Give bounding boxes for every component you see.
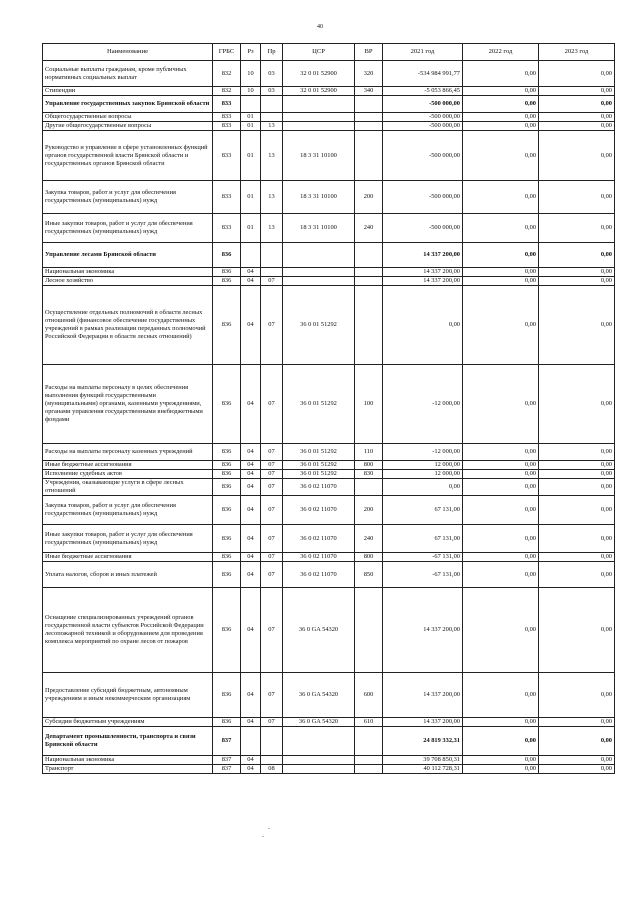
table-row (43, 286, 615, 365)
cell-grbs: 837 (213, 727, 241, 756)
cell-2022: 0,00 (463, 525, 539, 553)
cell-csr (283, 277, 355, 286)
cell-pr: 07 (261, 479, 283, 496)
cell-csr: 36 0 02 11070 (283, 479, 355, 496)
cell-2021: 39 708 850,31 (383, 756, 463, 765)
table-row (43, 765, 615, 774)
cell-name: Расходы на выплаты персоналу казенных учреждений (43, 444, 213, 461)
cell-2021: 67 131,00 (383, 525, 463, 553)
cell-grbs: 836 (213, 496, 241, 525)
cell-2022: 0,00 (463, 756, 539, 765)
header-rz: Рз (241, 44, 261, 61)
cell-name: Национальная экономика (43, 268, 213, 277)
cell-grbs: 836 (213, 268, 241, 277)
cell-vr: 200 (355, 496, 383, 525)
cell-grbs: 836 (213, 470, 241, 479)
cell-grbs: 836 (213, 525, 241, 553)
table-row (43, 122, 615, 131)
cell-rz: 10 (241, 87, 261, 96)
cell-vr: 800 (355, 461, 383, 470)
cell-rz: 04 (241, 673, 261, 718)
table-row (43, 588, 615, 673)
cell-vr (355, 113, 383, 122)
cell-2023: 0,00 (539, 673, 615, 718)
cell-2021: 14 337 200,00 (383, 718, 463, 727)
table-body (43, 61, 615, 774)
cell-vr (355, 286, 383, 365)
cell-pr (261, 96, 283, 113)
cell-rz: 04 (241, 365, 261, 444)
cell-name: Иные закупки товаров, работ и услуг для обеспечения государственных (муниципальных) нужд (43, 214, 213, 243)
cell-name: Оснащение специализированных учреждений органов государственной власти субъектов Российской Федерации лесопожарной техникой и оборудованием для проведения комплекса мероприятий по охране лесов от пожаров (43, 588, 213, 673)
cell-vr (355, 243, 383, 268)
cell-vr: 610 (355, 718, 383, 727)
cell-pr: 07 (261, 496, 283, 525)
cell-vr (355, 277, 383, 286)
cell-2022: 0,00 (463, 444, 539, 461)
cell-2023: 0,00 (539, 496, 615, 525)
cell-rz: 04 (241, 496, 261, 525)
cell-2023: 0,00 (539, 277, 615, 286)
table-row (43, 61, 615, 87)
cell-rz: 04 (241, 286, 261, 365)
table-row (43, 727, 615, 756)
cell-name: Учреждения, оказывающие услуги в сфере лесных отношений (43, 479, 213, 496)
cell-2022: 0,00 (463, 122, 539, 131)
cell-vr (355, 96, 383, 113)
cell-vr: 200 (355, 181, 383, 214)
cell-2022: 0,00 (463, 268, 539, 277)
cell-rz: 04 (241, 470, 261, 479)
header-name: Наименование (43, 44, 213, 61)
cell-grbs: 836 (213, 286, 241, 365)
cell-2021: -67 131,00 (383, 553, 463, 562)
cell-csr: 36 0 02 11070 (283, 562, 355, 588)
page-number: 40 (317, 24, 323, 30)
cell-name: Руководство и управление в сфере установленных функций органов государственной власти Брянской области и государственных органов Брянской области (43, 131, 213, 181)
cell-2023: 0,00 (539, 113, 615, 122)
cell-2022: 0,00 (463, 286, 539, 365)
cell-name: Транспорт (43, 765, 213, 774)
cell-rz: 04 (241, 553, 261, 562)
cell-name: Расходы на выплаты персоналу в целях обеспечения выполнения функций государственными (муниципальными) органами, казенными учреждениями, органами управления государственными внебюджетными фондами (43, 365, 213, 444)
cell-grbs: 836 (213, 243, 241, 268)
cell-2023: 0,00 (539, 461, 615, 470)
cell-vr: 340 (355, 87, 383, 96)
cell-rz (241, 727, 261, 756)
cell-pr: 13 (261, 122, 283, 131)
cell-2021: -12 000,00 (383, 444, 463, 461)
cell-pr: 13 (261, 214, 283, 243)
cell-2022: 0,00 (463, 87, 539, 96)
cell-name: Департамент промышленности, транспорта и связи Брянской области (43, 727, 213, 756)
cell-2021: -500 000,00 (383, 113, 463, 122)
cell-2021: 12 000,00 (383, 461, 463, 470)
cell-name: Управление лесами Брянской области (43, 243, 213, 268)
cell-2021: -500 000,00 (383, 181, 463, 214)
cell-pr (261, 756, 283, 765)
table-row (43, 181, 615, 214)
cell-csr: 18 3 31 10100 (283, 181, 355, 214)
cell-pr: 07 (261, 444, 283, 461)
cell-2022: 0,00 (463, 496, 539, 525)
cell-rz: 01 (241, 122, 261, 131)
cell-name: Иные бюджетные ассигнования (43, 461, 213, 470)
cell-2021: 0,00 (383, 286, 463, 365)
cell-name: Стипендии (43, 87, 213, 96)
cell-rz (241, 243, 261, 268)
cell-pr: 07 (261, 718, 283, 727)
table-row (43, 131, 615, 181)
cell-2021: -500 000,00 (383, 122, 463, 131)
scan-speck (262, 836, 264, 837)
cell-pr: 03 (261, 87, 283, 96)
header-csr: ЦСР (283, 44, 355, 61)
cell-csr: 36 0 01 51292 (283, 286, 355, 365)
table-row (43, 470, 615, 479)
header-2023: 2023 год (539, 44, 615, 61)
cell-rz (241, 96, 261, 113)
cell-2022: 0,00 (463, 673, 539, 718)
cell-rz: 01 (241, 214, 261, 243)
table-row (43, 718, 615, 727)
cell-2023: 0,00 (539, 727, 615, 756)
cell-csr: 18 3 31 10100 (283, 214, 355, 243)
cell-vr (355, 765, 383, 774)
cell-2021: 14 337 200,00 (383, 588, 463, 673)
cell-2023: 0,00 (539, 122, 615, 131)
cell-name: Управление государственных закупок Брянской области (43, 96, 213, 113)
cell-grbs: 836 (213, 673, 241, 718)
cell-2021: 40 112 728,31 (383, 765, 463, 774)
table-row (43, 673, 615, 718)
cell-vr: 320 (355, 61, 383, 87)
cell-csr (283, 765, 355, 774)
cell-rz: 04 (241, 461, 261, 470)
cell-rz: 04 (241, 525, 261, 553)
cell-2023: 0,00 (539, 286, 615, 365)
cell-2022: 0,00 (463, 243, 539, 268)
cell-vr: 830 (355, 470, 383, 479)
cell-2021: 14 337 200,00 (383, 673, 463, 718)
table-row (43, 756, 615, 765)
cell-rz: 04 (241, 444, 261, 461)
cell-vr: 600 (355, 673, 383, 718)
cell-2023: 0,00 (539, 131, 615, 181)
cell-pr: 13 (261, 181, 283, 214)
cell-pr: 07 (261, 525, 283, 553)
header-2021: 2021 год (383, 44, 463, 61)
cell-csr (283, 113, 355, 122)
cell-csr: 36 0 01 51292 (283, 365, 355, 444)
cell-vr (355, 131, 383, 181)
cell-csr: 36 0 01 51292 (283, 444, 355, 461)
cell-csr: 36 0 02 11070 (283, 525, 355, 553)
cell-2021: -500 000,00 (383, 131, 463, 181)
cell-vr: 850 (355, 562, 383, 588)
header-vr: ВР (355, 44, 383, 61)
cell-2021: 67 131,00 (383, 496, 463, 525)
cell-csr (283, 243, 355, 268)
cell-rz: 01 (241, 181, 261, 214)
cell-2021: 14 337 200,00 (383, 243, 463, 268)
cell-2022: 0,00 (463, 277, 539, 286)
cell-pr: 07 (261, 470, 283, 479)
cell-rz: 01 (241, 113, 261, 122)
cell-2023: 0,00 (539, 765, 615, 774)
cell-pr: 07 (261, 562, 283, 588)
cell-csr: 36 0 02 11070 (283, 553, 355, 562)
cell-csr: 36 0 GA 54320 (283, 718, 355, 727)
cell-grbs: 836 (213, 553, 241, 562)
cell-pr: 07 (261, 553, 283, 562)
cell-grbs: 833 (213, 131, 241, 181)
cell-pr: 07 (261, 461, 283, 470)
cell-csr: 36 0 GA 54320 (283, 588, 355, 673)
cell-rz: 04 (241, 765, 261, 774)
cell-rz: 04 (241, 718, 261, 727)
cell-name: Национальная экономика (43, 756, 213, 765)
cell-csr (283, 96, 355, 113)
cell-grbs: 836 (213, 365, 241, 444)
cell-2023: 0,00 (539, 562, 615, 588)
cell-name: Предоставление субсидий бюджетным, автономным учреждениям и иным некоммерческим организациям (43, 673, 213, 718)
cell-grbs: 833 (213, 122, 241, 131)
cell-name: Иные закупки товаров, работ и услуг для обеспечения государственных (муниципальных) нужд (43, 525, 213, 553)
cell-name: Лесное хозяйство (43, 277, 213, 286)
cell-pr: 13 (261, 131, 283, 181)
table-row (43, 461, 615, 470)
cell-csr: 32 0 01 52900 (283, 87, 355, 96)
cell-2023: 0,00 (539, 243, 615, 268)
cell-rz: 04 (241, 756, 261, 765)
cell-2022: 0,00 (463, 562, 539, 588)
table-header-row (43, 44, 615, 61)
cell-2022: 0,00 (463, 553, 539, 562)
cell-pr: 07 (261, 365, 283, 444)
table-row (43, 365, 615, 444)
cell-2023: 0,00 (539, 181, 615, 214)
cell-grbs: 837 (213, 756, 241, 765)
cell-2023: 0,00 (539, 718, 615, 727)
cell-2023: 0,00 (539, 525, 615, 553)
table-row (43, 214, 615, 243)
cell-pr: 03 (261, 61, 283, 87)
cell-2022: 0,00 (463, 461, 539, 470)
cell-2021: 24 819 332,31 (383, 727, 463, 756)
cell-grbs: 836 (213, 479, 241, 496)
table-row (43, 277, 615, 286)
cell-vr: 110 (355, 444, 383, 461)
cell-2021: 0,00 (383, 479, 463, 496)
cell-2022: 0,00 (463, 96, 539, 113)
cell-grbs: 836 (213, 718, 241, 727)
cell-grbs: 833 (213, 181, 241, 214)
cell-2021: -534 984 991,77 (383, 61, 463, 87)
cell-2021: 14 337 200,00 (383, 277, 463, 286)
cell-2022: 0,00 (463, 113, 539, 122)
cell-pr: 07 (261, 286, 283, 365)
cell-2022: 0,00 (463, 479, 539, 496)
cell-2023: 0,00 (539, 365, 615, 444)
cell-csr (283, 727, 355, 756)
cell-pr (261, 113, 283, 122)
cell-2021: -12 000,00 (383, 365, 463, 444)
cell-2023: 0,00 (539, 214, 615, 243)
cell-2022: 0,00 (463, 588, 539, 673)
cell-2022: 0,00 (463, 181, 539, 214)
cell-2022: 0,00 (463, 470, 539, 479)
cell-2023: 0,00 (539, 61, 615, 87)
cell-grbs: 836 (213, 277, 241, 286)
cell-name: Субсидии бюджетным учреждениям (43, 718, 213, 727)
cell-2022: 0,00 (463, 365, 539, 444)
cell-rz: 04 (241, 268, 261, 277)
cell-2021: 14 337 200,00 (383, 268, 463, 277)
cell-2021: -500 000,00 (383, 96, 463, 113)
cell-2022: 0,00 (463, 727, 539, 756)
cell-pr: 08 (261, 765, 283, 774)
cell-grbs: 837 (213, 765, 241, 774)
cell-vr: 240 (355, 525, 383, 553)
cell-vr (355, 479, 383, 496)
cell-2023: 0,00 (539, 444, 615, 461)
header-2022: 2022 год (463, 44, 539, 61)
cell-pr: 07 (261, 673, 283, 718)
cell-csr: 32 0 01 52900 (283, 61, 355, 87)
cell-vr (355, 588, 383, 673)
scan-speck (268, 828, 270, 829)
cell-2023: 0,00 (539, 553, 615, 562)
cell-grbs: 833 (213, 214, 241, 243)
cell-vr: 800 (355, 553, 383, 562)
cell-vr: 100 (355, 365, 383, 444)
cell-2023: 0,00 (539, 756, 615, 765)
table-row (43, 96, 615, 113)
cell-grbs: 836 (213, 562, 241, 588)
cell-name: Исполнение судебных актов (43, 470, 213, 479)
cell-2021: 12 000,00 (383, 470, 463, 479)
cell-2023: 0,00 (539, 268, 615, 277)
cell-vr (355, 268, 383, 277)
cell-csr: 36 0 01 51292 (283, 470, 355, 479)
cell-name: Социальные выплаты гражданам, кроме публичных нормативных социальных выплат (43, 61, 213, 87)
table-row (43, 525, 615, 553)
cell-name: Другие общегосударственные вопросы (43, 122, 213, 131)
table-row (43, 243, 615, 268)
cell-2023: 0,00 (539, 470, 615, 479)
cell-rz: 04 (241, 588, 261, 673)
cell-vr (355, 727, 383, 756)
header-pr: Пр (261, 44, 283, 61)
cell-2021: -67 131,00 (383, 562, 463, 588)
table-row (43, 496, 615, 525)
cell-csr: 18 3 31 10100 (283, 131, 355, 181)
cell-rz: 04 (241, 479, 261, 496)
table-row (43, 268, 615, 277)
cell-2023: 0,00 (539, 479, 615, 496)
cell-grbs: 833 (213, 96, 241, 113)
cell-2022: 0,00 (463, 61, 539, 87)
cell-rz: 04 (241, 277, 261, 286)
table-row (43, 562, 615, 588)
cell-grbs: 832 (213, 61, 241, 87)
cell-grbs: 836 (213, 588, 241, 673)
table-row (43, 553, 615, 562)
cell-pr (261, 243, 283, 268)
budget-table (42, 43, 615, 774)
cell-2022: 0,00 (463, 131, 539, 181)
cell-2023: 0,00 (539, 96, 615, 113)
cell-2022: 0,00 (463, 718, 539, 727)
cell-rz: 04 (241, 562, 261, 588)
table-row (43, 87, 615, 96)
cell-grbs: 833 (213, 113, 241, 122)
cell-rz: 10 (241, 61, 261, 87)
cell-2022: 0,00 (463, 214, 539, 243)
cell-csr (283, 122, 355, 131)
header-grbs: ГРБС (213, 44, 241, 61)
cell-2023: 0,00 (539, 87, 615, 96)
cell-pr: 07 (261, 588, 283, 673)
cell-name: Общегосударственные вопросы (43, 113, 213, 122)
cell-pr: 07 (261, 277, 283, 286)
cell-csr: 36 0 02 11070 (283, 496, 355, 525)
cell-grbs: 832 (213, 87, 241, 96)
cell-2022: 0,00 (463, 765, 539, 774)
cell-name: Закупка товаров, работ и услуг для обеспечения государственных (муниципальных) нужд (43, 496, 213, 525)
cell-csr: 36 0 GA 54320 (283, 673, 355, 718)
cell-name: Закупка товаров, работ и услуг для обеспечения государственных (муниципальных) нужд (43, 181, 213, 214)
cell-vr: 240 (355, 214, 383, 243)
cell-vr (355, 122, 383, 131)
cell-name: Уплата налогов, сборов и иных платежей (43, 562, 213, 588)
cell-csr (283, 268, 355, 277)
cell-csr (283, 756, 355, 765)
cell-vr (355, 756, 383, 765)
cell-grbs: 836 (213, 461, 241, 470)
cell-grbs: 836 (213, 444, 241, 461)
cell-2023: 0,00 (539, 588, 615, 673)
cell-pr (261, 268, 283, 277)
cell-rz: 01 (241, 131, 261, 181)
cell-pr (261, 727, 283, 756)
table-row (43, 113, 615, 122)
cell-name: Иные бюджетные ассигнования (43, 553, 213, 562)
cell-name: Осуществление отдельных полномочий в области лесных отношений (финансовое обеспечение государственных учреждений в рамках реализации переданных полномочий Российской Федерации в области лесных отношений) (43, 286, 213, 365)
cell-2021: -5 053 866,45 (383, 87, 463, 96)
cell-2021: -500 000,00 (383, 214, 463, 243)
table-row (43, 444, 615, 461)
cell-csr: 36 0 01 51292 (283, 461, 355, 470)
table-row (43, 479, 615, 496)
